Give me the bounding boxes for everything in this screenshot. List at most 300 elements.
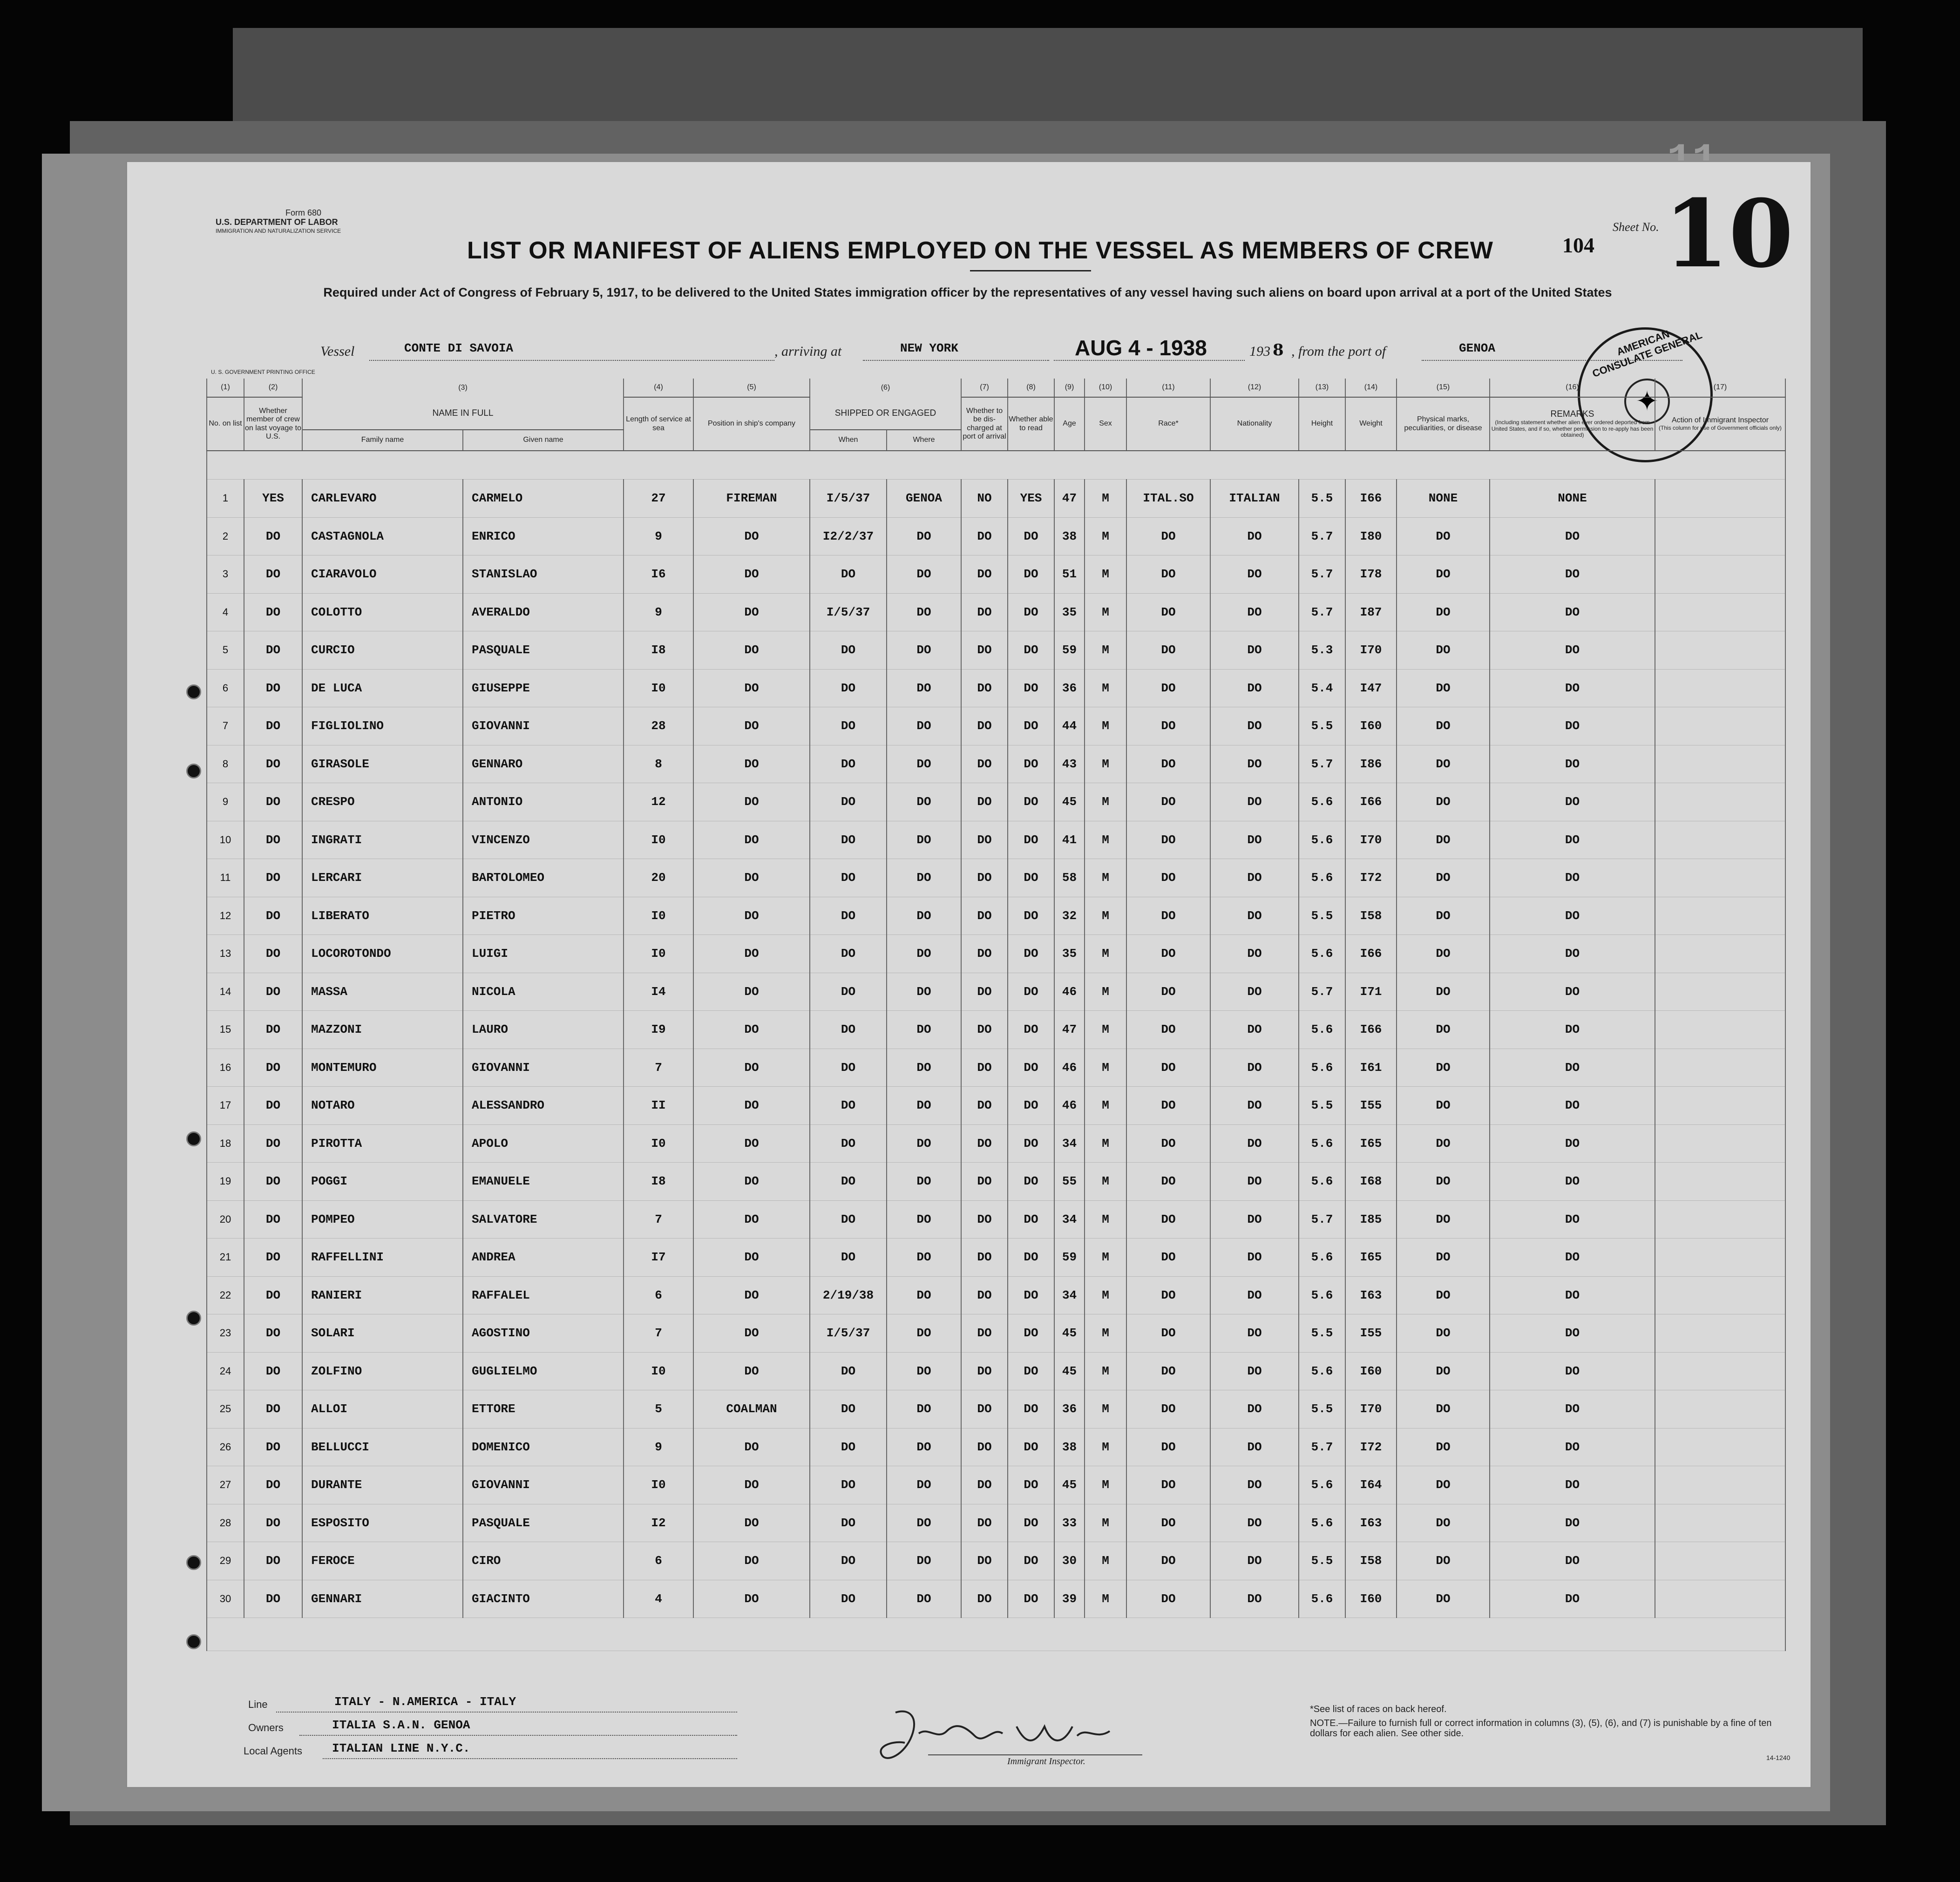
- cell-marks: DO: [1397, 821, 1490, 859]
- cell-height: 5.7: [1299, 555, 1345, 594]
- cell-position: DO: [693, 1352, 810, 1390]
- table-row: [207, 821, 1785, 859]
- cell-height: 5.6: [1299, 1163, 1345, 1201]
- cell-action: [1655, 859, 1785, 897]
- table-row: [207, 1352, 1785, 1390]
- cell-weight: I70: [1345, 1390, 1397, 1428]
- cell-marks: DO: [1397, 1390, 1490, 1428]
- cell-discharged: DO: [961, 859, 1008, 897]
- line-label: Line: [248, 1699, 268, 1710]
- cell-when: DO: [810, 783, 887, 821]
- cell-race: ITAL.SO: [1126, 480, 1210, 518]
- cell-discharged: DO: [961, 593, 1008, 631]
- cell-given: VINCENZO: [463, 821, 624, 859]
- cell-action: [1655, 1011, 1785, 1049]
- cell-where: DO: [887, 669, 961, 707]
- cell-last: DO: [244, 821, 302, 859]
- cell-age: 32: [1054, 897, 1085, 935]
- cell-marks: DO: [1397, 707, 1490, 745]
- form-number: Form 680: [285, 208, 322, 217]
- cell-marks: DO: [1397, 859, 1490, 897]
- cell-no: 3: [207, 555, 244, 594]
- cell-discharged: DO: [961, 1239, 1008, 1277]
- cell-sex: M: [1085, 1087, 1126, 1125]
- eagle-seal-icon: ✦: [1624, 379, 1670, 424]
- cell-weight: I78: [1345, 555, 1397, 594]
- cell-race: DO: [1126, 897, 1210, 935]
- cell-discharged: DO: [961, 555, 1008, 594]
- cell-discharged: DO: [961, 745, 1008, 783]
- cell-read: DO: [1008, 859, 1054, 897]
- cell-discharged: DO: [961, 1504, 1008, 1542]
- cell-height: 5.6: [1299, 1466, 1345, 1504]
- cell-when: DO: [810, 1239, 887, 1277]
- cell-position: DO: [693, 669, 810, 707]
- cell-where: DO: [887, 1428, 961, 1466]
- cell-family: FIGLIOLINO: [302, 707, 463, 745]
- col-given-name-header: Given name: [463, 430, 624, 451]
- cell-last: DO: [244, 1314, 302, 1353]
- cell-race: DO: [1126, 821, 1210, 859]
- cell-family: ESPOSITO: [302, 1504, 463, 1542]
- cell-height: 5.6: [1299, 1504, 1345, 1542]
- cell-sex: M: [1085, 707, 1126, 745]
- cell-given: PIETRO: [463, 897, 624, 935]
- cell-read: DO: [1008, 555, 1054, 594]
- cell-marks: DO: [1397, 1124, 1490, 1163]
- cell-remarks: DO: [1490, 1314, 1655, 1353]
- cell-race: DO: [1126, 935, 1210, 973]
- cell-family: POMPEO: [302, 1200, 463, 1239]
- cell-race: DO: [1126, 593, 1210, 631]
- cell-remarks: DO: [1490, 1352, 1655, 1390]
- cell-last: DO: [244, 1011, 302, 1049]
- cell-remarks: DO: [1490, 669, 1655, 707]
- cell-nationality: DO: [1210, 1276, 1299, 1314]
- cell-remarks: DO: [1490, 517, 1655, 555]
- cell-weight: I55: [1345, 1087, 1397, 1125]
- cell-weight: I72: [1345, 1428, 1397, 1466]
- cell-nationality: DO: [1210, 1087, 1299, 1125]
- cell-age: 34: [1054, 1276, 1085, 1314]
- cell-when: I/5/37: [810, 480, 887, 518]
- cell-age: 46: [1054, 1049, 1085, 1087]
- cell-nationality: DO: [1210, 669, 1299, 707]
- cell-weight: I60: [1345, 1580, 1397, 1618]
- cell-nationality: DO: [1210, 593, 1299, 631]
- cell-race: DO: [1126, 1087, 1210, 1125]
- cell-remarks: DO: [1490, 1163, 1655, 1201]
- cell-action: [1655, 480, 1785, 518]
- cell-family: GIRASOLE: [302, 745, 463, 783]
- cell-action: [1655, 1542, 1785, 1580]
- cell-when: DO: [810, 1580, 887, 1618]
- cell-where: DO: [887, 1580, 961, 1618]
- cell-marks: DO: [1397, 935, 1490, 973]
- cell-when: DO: [810, 973, 887, 1011]
- cell-discharged: DO: [961, 1390, 1008, 1428]
- cell-family: LERCARI: [302, 859, 463, 897]
- cell-remarks: DO: [1490, 631, 1655, 670]
- cell-position: COALMAN: [693, 1390, 810, 1428]
- cell-last: DO: [244, 1542, 302, 1580]
- cell-when: I/5/37: [810, 1314, 887, 1353]
- cell-height: 5.7: [1299, 745, 1345, 783]
- cell-position: DO: [693, 935, 810, 973]
- cell-no: 7: [207, 707, 244, 745]
- cell-position: DO: [693, 897, 810, 935]
- cell-remarks: DO: [1490, 1049, 1655, 1087]
- cell-nationality: DO: [1210, 1314, 1299, 1353]
- cell-marks: DO: [1397, 1087, 1490, 1125]
- col-race-num: (11): [1126, 379, 1210, 397]
- cell-position: DO: [693, 1163, 810, 1201]
- cell-given: APOLO: [463, 1124, 624, 1163]
- cell-action: [1655, 1428, 1785, 1466]
- cell-age: 58: [1054, 859, 1085, 897]
- cell-where: DO: [887, 1390, 961, 1428]
- cell-length: 7: [624, 1314, 693, 1353]
- cell-age: 45: [1054, 1352, 1085, 1390]
- cell-where: DO: [887, 1314, 961, 1353]
- cell-length: I0: [624, 821, 693, 859]
- cell-height: 5.6: [1299, 1124, 1345, 1163]
- from-port: GENOA: [1459, 341, 1496, 355]
- cell-when: DO: [810, 1011, 887, 1049]
- table-row: [207, 1504, 1785, 1542]
- action-title: Action of Immigrant Inspector: [1671, 416, 1769, 425]
- cell-length: 6: [624, 1276, 693, 1314]
- cell-read: DO: [1008, 707, 1054, 745]
- cell-age: 45: [1054, 783, 1085, 821]
- cell-given: GIUSEPPE: [463, 669, 624, 707]
- cell-height: 5.3: [1299, 631, 1345, 670]
- cell-action: [1655, 1504, 1785, 1542]
- cell-race: DO: [1126, 669, 1210, 707]
- table-row: [207, 593, 1785, 631]
- cell-last: DO: [244, 1504, 302, 1542]
- cell-given: DOMENICO: [463, 1428, 624, 1466]
- cell-action: [1655, 1049, 1785, 1087]
- cell-marks: DO: [1397, 1504, 1490, 1542]
- cell-height: 5.5: [1299, 1314, 1345, 1353]
- cell-weight: I60: [1345, 707, 1397, 745]
- cell-no: 24: [207, 1352, 244, 1390]
- cell-given: LAURO: [463, 1011, 624, 1049]
- cell-position: FIREMAN: [693, 480, 810, 518]
- cell-read: DO: [1008, 783, 1054, 821]
- cell-no: 19: [207, 1163, 244, 1201]
- cell-position: DO: [693, 1314, 810, 1353]
- cell-when: DO: [810, 1542, 887, 1580]
- cell-race: DO: [1126, 1504, 1210, 1542]
- inspector-signature: [868, 1699, 1128, 1773]
- cell-discharged: DO: [961, 669, 1008, 707]
- cell-marks: DO: [1397, 1352, 1490, 1390]
- col-discharged-num: (7): [961, 379, 1008, 397]
- cell-where: DO: [887, 745, 961, 783]
- cell-sex: M: [1085, 821, 1126, 859]
- cell-family: RANIERI: [302, 1276, 463, 1314]
- cell-marks: DO: [1397, 1276, 1490, 1314]
- crew-manifest-table: [206, 379, 1786, 1651]
- cell-marks: DO: [1397, 745, 1490, 783]
- cell-position: DO: [693, 1276, 810, 1314]
- cell-age: 55: [1054, 1163, 1085, 1201]
- col-when-header: When: [810, 430, 887, 451]
- cell-sex: M: [1085, 973, 1126, 1011]
- cell-given: CARMELO: [463, 480, 624, 518]
- cell-where: GENOA: [887, 480, 961, 518]
- cell-action: [1655, 1239, 1785, 1277]
- cell-position: DO: [693, 707, 810, 745]
- cell-discharged: DO: [961, 897, 1008, 935]
- cell-remarks: DO: [1490, 1011, 1655, 1049]
- col-name-header: NAME IN FULL: [302, 397, 624, 430]
- table-row: [207, 1428, 1785, 1466]
- cell-age: 45: [1054, 1314, 1085, 1353]
- col-marks-num: (15): [1397, 379, 1490, 397]
- table-row: [207, 707, 1785, 745]
- cell-race: DO: [1126, 1390, 1210, 1428]
- cell-weight: I70: [1345, 821, 1397, 859]
- cell-no: 29: [207, 1542, 244, 1580]
- cell-nationality: DO: [1210, 897, 1299, 935]
- cell-read: DO: [1008, 1124, 1054, 1163]
- sheet-number: 10: [1664, 179, 1794, 289]
- cell-nationality: DO: [1210, 745, 1299, 783]
- cell-height: 5.5: [1299, 707, 1345, 745]
- cell-length: I0: [624, 935, 693, 973]
- cell-sex: M: [1085, 1049, 1126, 1087]
- cell-age: 45: [1054, 1466, 1085, 1504]
- cell-position: DO: [693, 631, 810, 670]
- cell-length: II: [624, 1087, 693, 1125]
- cell-age: 59: [1054, 631, 1085, 670]
- cell-sex: M: [1085, 1504, 1126, 1542]
- cell-height: 5.5: [1299, 897, 1345, 935]
- cell-marks: DO: [1397, 517, 1490, 555]
- cell-sex: M: [1085, 631, 1126, 670]
- cell-no: 14: [207, 973, 244, 1011]
- cell-family: GENNARI: [302, 1580, 463, 1618]
- cell-nationality: DO: [1210, 1466, 1299, 1504]
- cell-length: I0: [624, 1352, 693, 1390]
- cell-sex: M: [1085, 555, 1126, 594]
- table-row: [207, 1124, 1785, 1163]
- cell-last: DO: [244, 1200, 302, 1239]
- cell-remarks: DO: [1490, 859, 1655, 897]
- cell-discharged: DO: [961, 973, 1008, 1011]
- printing-office: U. S. GOVERNMENT PRINTING OFFICE: [211, 369, 315, 375]
- cell-read: YES: [1008, 480, 1054, 518]
- cell-height: 5.5: [1299, 1390, 1345, 1428]
- cell-race: DO: [1126, 973, 1210, 1011]
- col-read-num: (8): [1008, 379, 1054, 397]
- vessel-name: CONTE DI SAVOIA: [404, 341, 514, 355]
- cell-sex: M: [1085, 1276, 1126, 1314]
- cell-position: DO: [693, 593, 810, 631]
- cell-given: LUIGI: [463, 935, 624, 973]
- cell-read: DO: [1008, 1428, 1054, 1466]
- cell-age: 36: [1054, 669, 1085, 707]
- cell-given: ETTORE: [463, 1390, 624, 1428]
- cell-when: DO: [810, 1200, 887, 1239]
- cell-sex: M: [1085, 669, 1126, 707]
- cell-marks: DO: [1397, 1239, 1490, 1277]
- col-no-header: No. on list: [207, 397, 244, 451]
- cell-no: 9: [207, 783, 244, 821]
- cell-length: I9: [624, 1011, 693, 1049]
- cell-race: DO: [1126, 1580, 1210, 1618]
- cell-weight: I66: [1345, 480, 1397, 518]
- table-row: [207, 1200, 1785, 1239]
- col-age-num: (9): [1054, 379, 1085, 397]
- cell-discharged: DO: [961, 935, 1008, 973]
- cell-where: DO: [887, 1163, 961, 1201]
- cell-position: DO: [693, 745, 810, 783]
- cell-given: RAFFALEL: [463, 1276, 624, 1314]
- cell-action: [1655, 1276, 1785, 1314]
- cell-position: DO: [693, 973, 810, 1011]
- cell-action: [1655, 593, 1785, 631]
- owners-label: Owners: [248, 1722, 284, 1733]
- cell-action: [1655, 745, 1785, 783]
- cell-age: 36: [1054, 1390, 1085, 1428]
- cell-family: CRESPO: [302, 783, 463, 821]
- cell-when: DO: [810, 1087, 887, 1125]
- cell-no: 11: [207, 859, 244, 897]
- cell-sex: M: [1085, 1200, 1126, 1239]
- cell-weight: I64: [1345, 1466, 1397, 1504]
- cell-length: I8: [624, 1163, 693, 1201]
- cell-where: DO: [887, 1466, 961, 1504]
- cell-last: DO: [244, 1390, 302, 1428]
- cell-discharged: DO: [961, 1087, 1008, 1125]
- arriving-port: NEW YORK: [900, 341, 958, 355]
- cell-marks: DO: [1397, 1314, 1490, 1353]
- cell-read: DO: [1008, 593, 1054, 631]
- cell-race: DO: [1126, 1200, 1210, 1239]
- cell-sex: M: [1085, 1352, 1126, 1390]
- cell-read: DO: [1008, 1352, 1054, 1390]
- cell-no: 17: [207, 1087, 244, 1125]
- cell-family: MASSA: [302, 973, 463, 1011]
- table-row: [207, 1390, 1785, 1428]
- cell-age: 34: [1054, 1124, 1085, 1163]
- vessel-label: Vessel: [320, 344, 355, 359]
- cell-marks: DO: [1397, 1542, 1490, 1580]
- table-row: [207, 745, 1785, 783]
- cell-given: SALVATORE: [463, 1200, 624, 1239]
- cell-nationality: DO: [1210, 1011, 1299, 1049]
- cell-no: 15: [207, 1011, 244, 1049]
- cell-height: 5.5: [1299, 480, 1345, 518]
- col-sex-header: Sex: [1085, 397, 1126, 451]
- cell-family: CIARAVOLO: [302, 555, 463, 594]
- cell-length: 27: [624, 480, 693, 518]
- cell-position: DO: [693, 859, 810, 897]
- cell-no: 2: [207, 517, 244, 555]
- cell-height: 5.6: [1299, 935, 1345, 973]
- cell-last: DO: [244, 707, 302, 745]
- cell-nationality: DO: [1210, 783, 1299, 821]
- cell-marks: DO: [1397, 1580, 1490, 1618]
- cell-given: PASQUALE: [463, 1504, 624, 1542]
- cell-race: DO: [1126, 1011, 1210, 1049]
- cell-length: 12: [624, 783, 693, 821]
- col-race-header: Race*: [1126, 397, 1210, 451]
- cell-race: DO: [1126, 707, 1210, 745]
- col-where-header: Where: [887, 430, 961, 451]
- cell-remarks: DO: [1490, 1200, 1655, 1239]
- cell-weight: I72: [1345, 859, 1397, 897]
- cell-where: DO: [887, 897, 961, 935]
- cell-nationality: DO: [1210, 1124, 1299, 1163]
- table-row: [207, 1239, 1785, 1277]
- cell-no: 22: [207, 1276, 244, 1314]
- cell-given: BARTOLOMEO: [463, 859, 624, 897]
- table-blank-row: [207, 1618, 1785, 1651]
- cell-when: DO: [810, 1466, 887, 1504]
- cell-race: DO: [1126, 1542, 1210, 1580]
- cell-weight: I63: [1345, 1504, 1397, 1542]
- cell-height: 5.6: [1299, 1049, 1345, 1087]
- cell-race: DO: [1126, 745, 1210, 783]
- cell-where: DO: [887, 1504, 961, 1542]
- cell-no: 27: [207, 1466, 244, 1504]
- cell-read: DO: [1008, 1049, 1054, 1087]
- cell-marks: DO: [1397, 973, 1490, 1011]
- cell-sex: M: [1085, 745, 1126, 783]
- cell-weight: I68: [1345, 1163, 1397, 1201]
- agents-value: ITALIAN LINE N.Y.C.: [332, 1741, 470, 1755]
- cell-given: GIOVANNI: [463, 1049, 624, 1087]
- cell-given: GIOVANNI: [463, 1466, 624, 1504]
- required-text: Required under Act of Congress of February 5, 1917, to be delivered to the United States immigration officer by the representatives of any vessel having such aliens on board upon arrival at a port of the United States: [323, 285, 1612, 299]
- cell-family: CASTAGNOLA: [302, 517, 463, 555]
- cell-family: MAZZONI: [302, 1011, 463, 1049]
- col-weight-num: (14): [1345, 379, 1397, 397]
- cell-sex: M: [1085, 1428, 1126, 1466]
- cell-length: I7: [624, 1239, 693, 1277]
- cell-position: DO: [693, 1200, 810, 1239]
- cell-height: 5.7: [1299, 593, 1345, 631]
- cell-remarks: DO: [1490, 1466, 1655, 1504]
- cell-length: 4: [624, 1580, 693, 1618]
- cell-remarks: DO: [1490, 1580, 1655, 1618]
- cell-family: SOLARI: [302, 1314, 463, 1353]
- cell-read: DO: [1008, 631, 1054, 670]
- table-row: [207, 1011, 1785, 1049]
- cell-last: DO: [244, 935, 302, 973]
- cell-no: 18: [207, 1124, 244, 1163]
- cell-nationality: DO: [1210, 631, 1299, 670]
- cell-action: [1655, 1580, 1785, 1618]
- cell-family: LIBERATO: [302, 897, 463, 935]
- cell-family: CURCIO: [302, 631, 463, 670]
- cell-action: [1655, 555, 1785, 594]
- cell-nationality: DO: [1210, 1239, 1299, 1277]
- cell-race: DO: [1126, 1239, 1210, 1277]
- cell-sex: M: [1085, 1124, 1126, 1163]
- cell-action: [1655, 669, 1785, 707]
- cell-when: DO: [810, 1124, 887, 1163]
- owners-value: ITALIA S.A.N. GENOA: [332, 1718, 470, 1732]
- cell-given: AVERALDO: [463, 593, 624, 631]
- cell-given: ANDREA: [463, 1239, 624, 1277]
- cell-when: I/5/37: [810, 593, 887, 631]
